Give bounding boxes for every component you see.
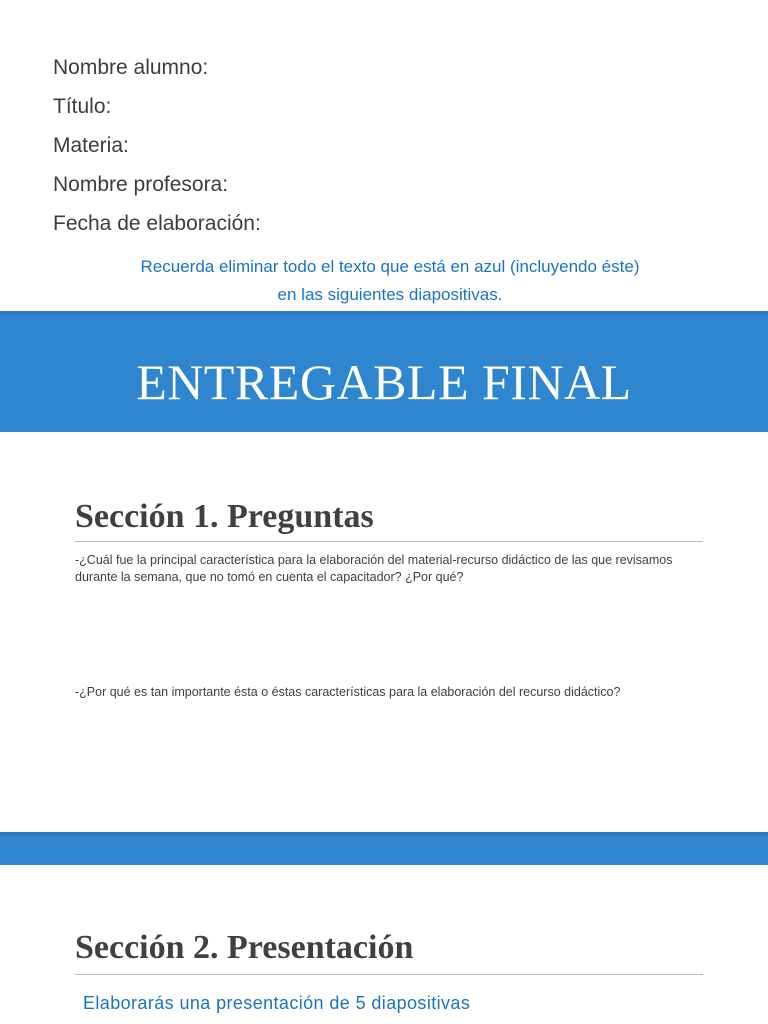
section-2-heading: Sección 2. Presentación — [75, 929, 414, 966]
teacher-name-label: Nombre profesora: — [53, 173, 229, 196]
heading-divider — [75, 541, 703, 542]
reminder-line-2: en las siguientes diapositivas. — [277, 285, 503, 304]
section-2-slide — [0, 865, 768, 1024]
subject-label: Materia: — [53, 134, 129, 157]
section-1-slide — [0, 432, 768, 832]
title-label: Título: — [53, 95, 112, 118]
reminder-line-1: Recuerda eliminar todo el texto que está en azul (incluyendo éste) — [140, 257, 640, 276]
student-name-label: Nombre alumno: — [53, 56, 209, 79]
date-label: Fecha de elaboración: — [53, 212, 261, 235]
student-info-fields — [53, 48, 261, 243]
document-title: ENTREGABLE FINAL — [136, 354, 632, 410]
question-1: -¿Cuál fue la principal característica para la elaboración del material-recurso didáctico de las que revisamos durante la semana, que no tomó en cuenta el capacitador? ¿Por qué? — [75, 553, 673, 584]
instruction-text: Elaborarás una presentación de 5 diapositivas — [83, 993, 471, 1013]
slide-separator-band — [0, 832, 768, 865]
question-2: -¿Por qué es tan importante ésta o éstas características para la elaboración del recurso didáctico? — [75, 685, 621, 699]
cover-slide — [0, 0, 768, 432]
reminder-note — [0, 253, 768, 309]
title-banner — [0, 311, 768, 432]
section-1-heading: Sección 1. Preguntas — [75, 498, 374, 535]
heading-divider — [75, 974, 703, 975]
